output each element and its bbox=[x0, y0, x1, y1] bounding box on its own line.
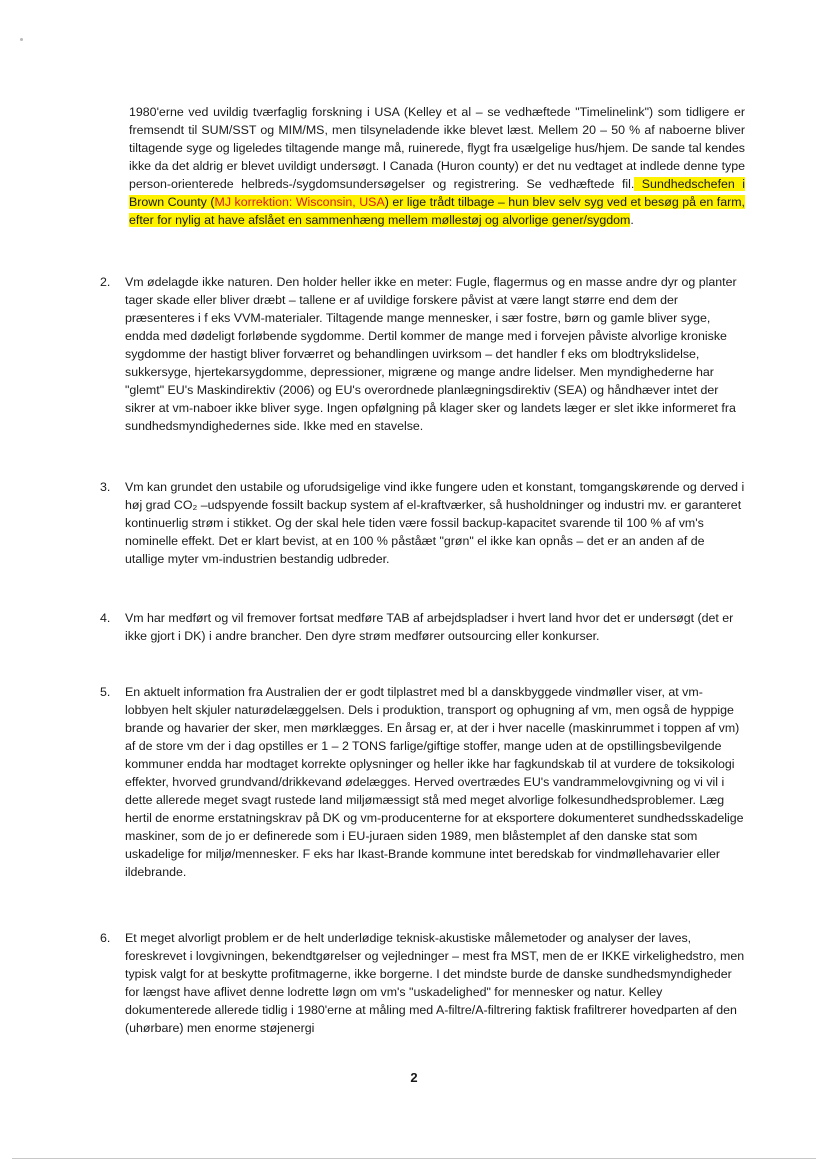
item-text: Vm har medført og vil fremover fortsat medføre TAB af arbejdspladser i hvert land hvor det er undersøgt (det er ikke gjort i DK) i andre brancher. Den dyre strøm medfører outsourcing eller konkurser. bbox=[125, 611, 734, 643]
item-number: 4. bbox=[100, 611, 111, 625]
item-number: 2. bbox=[100, 275, 111, 289]
intro-paragraph bbox=[129, 103, 745, 229]
highlight-text-2: ) er lige trådt tilbage – hun blev selv syg ved et besøg på en farm, efter for nylig at have afslået en sammenhæng mellem møllestøj og alvorlige gener/sygdom bbox=[129, 195, 745, 227]
intro-text: 1980'erne ved uvildig tværfaglig forskning i USA (Kelley et al – se vedhæftede "Timelinelink") som tidligere er fremsendt til SUM/SST og MIM/MS, men tilsyneladende ikke blevet læst. Mellem 20 – 50 % af naboerne bliver tiltagende syge og ligeledes tiltagende mange må, ruinerede, flygt fra usælgelige hus/hjem. De sande tal kendes ikke da det aldrig er blevet uvildigt undersøgt. I Canada (Huron county) er det nu vedtaget at indlede denne type person-orienterede helbreds-/sygdomsundersøgelser og registrering. Se vedhæftede fil. bbox=[129, 105, 745, 191]
scan-speck bbox=[20, 38, 23, 41]
item-number: 5. bbox=[100, 685, 111, 699]
red-correction-text: MJ korrektion: Wisconsin, USA bbox=[214, 195, 385, 209]
page-number: 2 bbox=[410, 1070, 418, 1085]
highlight-text-1: Sundhedschefen i Brown County ( bbox=[129, 177, 745, 209]
item-text: Et meget alvorligt problem er de helt underlødige teknisk-akustiske målemetoder og analyser der laves, foreskrevet i lovgivningen, bekendtgørelser og vejledninger – mest fra MST, men de er IKKE virkelighedstro, men typisk valgt for at beskytte profitmagerne, ikke borgerne. I det mindste burde de danske sundhedsmyndigheder for længst have aflivet denne lodrette løgn om vm's "uskadelighed" for mennesker og natur. Kelley dokumenterede allerede tidlig i 1980'erne at måling med A-filtre/A-filtrering faktisk frafiltrerer hovedparten af den (uhørbare) men enorme støjenergi bbox=[125, 931, 745, 1035]
intro-end: . bbox=[630, 213, 634, 227]
item-number: 6. bbox=[100, 931, 111, 945]
item-text: Vm ødelagde ikke naturen. Den holder heller ikke en meter: Fugle, flagermus og en masse andre dyr og planter tager skade eller bliver dræbt – tallene er af uvildige forskere påvist at være langt større end dem der præsenteres i f eks VVM-materialer. Tiltagende mange mennesker, i sær fostre, børn og gamle bliver syge, endda med dødeligt forløbende sygdomme. Dertil kommer de mange med i forvejen påviste alvorlige kroniske sygdomme der hastigt bliver forværret og behandlingen uvirksom – det handler f eks om blodtrykslidelse, sukkersyge, hjertekarsygdomme, depressioner, migræne og mange andre lidelser. Men myndighederne har "glemt" EU's Maskindirektiv (2006) og EU's overordnede planlægningsdirektiv (SEA) og håndhæver intet der sikrer at vm-naboer ikke bliver syge. Ingen opfølgning på klager sker og landets læger er slet ikke informeret fra sundhedsmyndighedernes side. Ikke med en stavelse. bbox=[125, 275, 737, 433]
item-text: En aktuelt information fra Australien der er godt tilplastret med bl a danskbyggede vindmøller viser, at vm-lobbyen helt skjuler naturødelæggelsen. Dels i produktion, transport og ophugning af vm, men også de hyppige brande og havarier der sker, men mørklægges. En årsag er, at der i hver nacelle (maskinrummet i toppen af vm) af de store vm der i dag opstilles er 1 – 2 TONS farlige/giftige stoffer, mange uden at de opstillingsbevilgende kommuner endda har modtaget korrekte oplysninger og heller ikke har fagkundskab til at vurdere de toksikologi effekter, hvorved grundvand/drikkevand ødelægges. Herved overtrædes EU's vandrammelovgivning og vi vil i dette allerede meget svagt rustede land miljømæssigt stå med meget alvorlige folkesundhedsproblemer. Læg hertil de enorme erstatningskrav på DK og vm-producenterne for at eksportere dokumenteret sundhedsskadelige maskiner, som de jo er definerede som i EU-juraen siden 1989, men blåstemplet af den danske stat som uskadelige for miljø/mennesker. F eks har Ikast-Brande kommune intet beredskab for vindmøllehavarier eller ildebrande. bbox=[125, 685, 744, 879]
item-text: Vm kan grundet den ustabile og uforudsigelige vind ikke fungere uden et konstant, tomgangskørende og derved i høj grad CO₂ –udspyende fossilt backup system af el-kraftværker, så husholdninger og industri mv. er garanteret kontinuerlig strøm i stikket. Og der skal hele tiden være fossil backup-kapacitet svarende til 100 % af vm's nominelle effekt. Det er klart bevist, at en 100 % påståæt "grøn" el ikke kan opnås – det er an anden af de utallige myter vm-industrien bestandig udbreder. bbox=[125, 480, 745, 566]
scan-edge-line bbox=[12, 1158, 816, 1159]
item-number: 3. bbox=[100, 480, 111, 494]
